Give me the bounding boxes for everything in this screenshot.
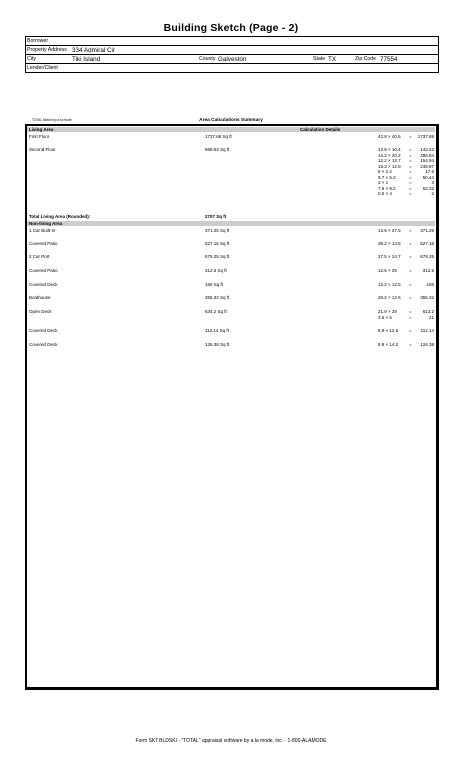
calc-expr: 8 × 2.2 xyxy=(378,169,392,174)
calc-expr: 3 × 1 xyxy=(378,180,389,185)
calc-result: 613.2 xyxy=(422,309,434,314)
living-area-header: Living Area xyxy=(29,127,54,132)
row-name: Open Deck xyxy=(29,309,52,314)
calc-expr: 38.2 × 13.8 xyxy=(378,241,401,246)
summary-frame xyxy=(25,124,439,690)
calc-expr: 7.6 × 8.2 xyxy=(378,185,396,191)
calc-expr: 13.8 × 10.4 xyxy=(378,147,401,152)
calc-eq: = xyxy=(409,309,412,314)
calc-block xyxy=(378,254,434,260)
calc-eq: = xyxy=(409,228,412,233)
header-table xyxy=(25,36,439,73)
calc-line xyxy=(378,134,434,140)
calc-eq: = xyxy=(409,185,412,191)
calc-expr: 12.5 × 25 xyxy=(378,268,397,273)
calc-result: 21 xyxy=(428,314,434,320)
state-label: State xyxy=(313,56,326,62)
calc-result: 112.14 xyxy=(420,328,434,333)
borrower-label: Borrower xyxy=(27,38,49,44)
row-name: Covered Deck xyxy=(29,282,58,287)
calc-eq: = xyxy=(409,163,412,169)
calc-eq: = xyxy=(409,152,412,158)
calc-expr: 19.3 × 12.9 xyxy=(378,163,401,169)
calc-eq: = xyxy=(409,191,412,196)
footer-text: Form SKT.BLDSKI - "TOTAL" appraisal software by a la mode, inc. - 1-800-ALAMODE xyxy=(135,738,327,744)
calc-expr: 12.2 × 12.7 xyxy=(378,158,401,163)
calc-result: 165 xyxy=(426,282,434,287)
calc-result: 1737.68 xyxy=(417,134,434,139)
property-address-row xyxy=(26,46,438,55)
calc-block xyxy=(378,134,434,140)
calc-block xyxy=(378,328,434,334)
property-address-value: 334 Admiral Cir xyxy=(72,47,116,54)
row-name: Covered Deck xyxy=(29,328,58,333)
row-area: 355.32 Sq ft xyxy=(205,295,230,300)
calc-result: 143.52 xyxy=(420,147,434,152)
row-name: 1 Car Built-In xyxy=(29,228,56,233)
page-title: Building Sketch (Page - 2) xyxy=(163,22,299,34)
calc-expr: 21.9 × 28 xyxy=(378,309,397,314)
row-area: 165 Sq ft xyxy=(205,282,224,287)
calc-line xyxy=(378,228,434,234)
calc-line xyxy=(378,295,434,301)
calc-result: 286.84 xyxy=(420,152,434,158)
calc-eq: = xyxy=(409,241,412,246)
calc-block xyxy=(378,309,434,320)
row-name: 2 Car Port xyxy=(29,254,50,259)
calc-result: 62.32 xyxy=(422,185,434,191)
calc-result: 126.38 xyxy=(420,342,434,347)
calc-expr: 13.2 × 12.5 xyxy=(378,282,401,287)
calc-eq: = xyxy=(409,180,412,185)
calc-line xyxy=(378,342,434,348)
row-name: Covered Patio xyxy=(29,268,58,273)
row-name: First Floor xyxy=(29,134,50,139)
calc-expr: 9.7 × 5.2 xyxy=(378,174,396,180)
borrower-row xyxy=(26,37,438,46)
total-label: Total Living Area (Rounded): xyxy=(29,214,91,219)
calc-eq: = xyxy=(409,174,412,180)
calc-block xyxy=(378,342,434,348)
calc-expr: 42.8 × 40.6 xyxy=(378,134,401,139)
row-area: 969.63 Sq ft xyxy=(205,147,230,152)
city-label: City xyxy=(27,56,36,62)
calc-result: 3 xyxy=(431,180,434,185)
calc-result: 17.6 xyxy=(425,169,434,174)
calc-result: 2 xyxy=(431,191,434,196)
calc-expr: 14.2 × 20.2 xyxy=(378,152,401,158)
calc-line xyxy=(378,268,434,274)
calc-line xyxy=(378,328,434,334)
calc-result: 355.32 xyxy=(420,295,434,300)
total-value: 2707 Sq ft xyxy=(205,214,227,219)
city-value: Tiki Island xyxy=(72,56,101,63)
calc-expr: 13.5 × 27.5 xyxy=(378,228,401,233)
calc-expr: 28.2 × 12.6 xyxy=(378,295,401,300)
lender-row xyxy=(26,64,438,72)
row-name: Covered Patio xyxy=(29,241,58,246)
city-row xyxy=(26,55,438,64)
row-name: Covered Deck xyxy=(29,342,58,347)
sketch-label: TOTAL Sketch by a la mode xyxy=(32,118,72,122)
row-area: 126.38 Sq ft xyxy=(205,342,230,347)
county-label: County xyxy=(199,56,216,62)
calc-block xyxy=(378,282,434,288)
row-area: 371.25 Sq ft xyxy=(205,228,230,233)
calc-eq: = xyxy=(409,328,412,333)
calc-result: 371.25 xyxy=(420,228,434,233)
calc-expr: 8.9 × 14.2 xyxy=(378,342,399,347)
calc-expr: 27.5 × 24.7 xyxy=(378,254,401,259)
calc-result: 527.16 xyxy=(420,241,434,246)
zip-label: Zip Code xyxy=(355,56,377,62)
calc-eq: = xyxy=(409,295,412,300)
non-living-header: Non-living Area xyxy=(29,221,63,226)
calc-line xyxy=(378,191,434,197)
county-value: Galveston xyxy=(218,56,247,63)
calc-block xyxy=(378,295,434,301)
lender-label: Lender/Client xyxy=(27,65,58,71)
calc-block xyxy=(378,228,434,234)
calc-details-header: Calculation Details xyxy=(300,127,341,132)
row-name: Boathouse xyxy=(29,295,51,300)
property-address-label: Property Address xyxy=(27,47,67,53)
calc-eq: = xyxy=(409,282,412,287)
calc-eq: = xyxy=(409,169,412,174)
calc-eq: = xyxy=(409,134,412,139)
summary-title: Area Calculations Summary xyxy=(199,118,263,123)
row-area: 527.16 Sq ft xyxy=(205,241,230,246)
calc-eq: = xyxy=(409,268,412,273)
calc-result: 312.5 xyxy=(422,268,434,273)
calc-result: 154.94 xyxy=(420,158,434,163)
calc-line xyxy=(378,282,434,288)
calc-eq: = xyxy=(409,147,412,152)
row-area: 634.2 Sq ft xyxy=(205,309,227,314)
zip-value: 77554 xyxy=(380,56,398,63)
row-area: 679.25 Sq ft xyxy=(205,254,230,259)
calc-result: 248.97 xyxy=(420,163,434,169)
calc-eq: = xyxy=(409,342,412,347)
calc-line xyxy=(378,241,434,247)
calc-expr: 8.9 × 12.6 xyxy=(378,328,399,333)
row-area: 1737.68 Sq ft xyxy=(205,134,232,139)
state-value: TX xyxy=(328,56,337,63)
calc-block xyxy=(378,147,434,197)
calc-eq: = xyxy=(409,158,412,163)
calc-result: 50.44 xyxy=(422,174,434,180)
calc-result: 679.25 xyxy=(420,254,434,259)
calc-expr: 3.5 × 6 xyxy=(378,314,392,320)
row-area: 112.14 Sq ft xyxy=(205,328,229,333)
calc-expr: 0.5 × 4 xyxy=(378,191,392,196)
calc-line xyxy=(378,254,434,260)
row-area: 312.5 Sq ft xyxy=(205,268,227,273)
calc-line xyxy=(378,315,434,321)
row-name: Second Floor xyxy=(29,147,56,152)
non-living-band xyxy=(27,221,435,226)
calc-block xyxy=(378,241,434,247)
calc-eq: = xyxy=(409,314,412,320)
calc-eq: = xyxy=(409,254,412,259)
living-area-band xyxy=(27,127,435,132)
calc-block xyxy=(378,268,434,274)
